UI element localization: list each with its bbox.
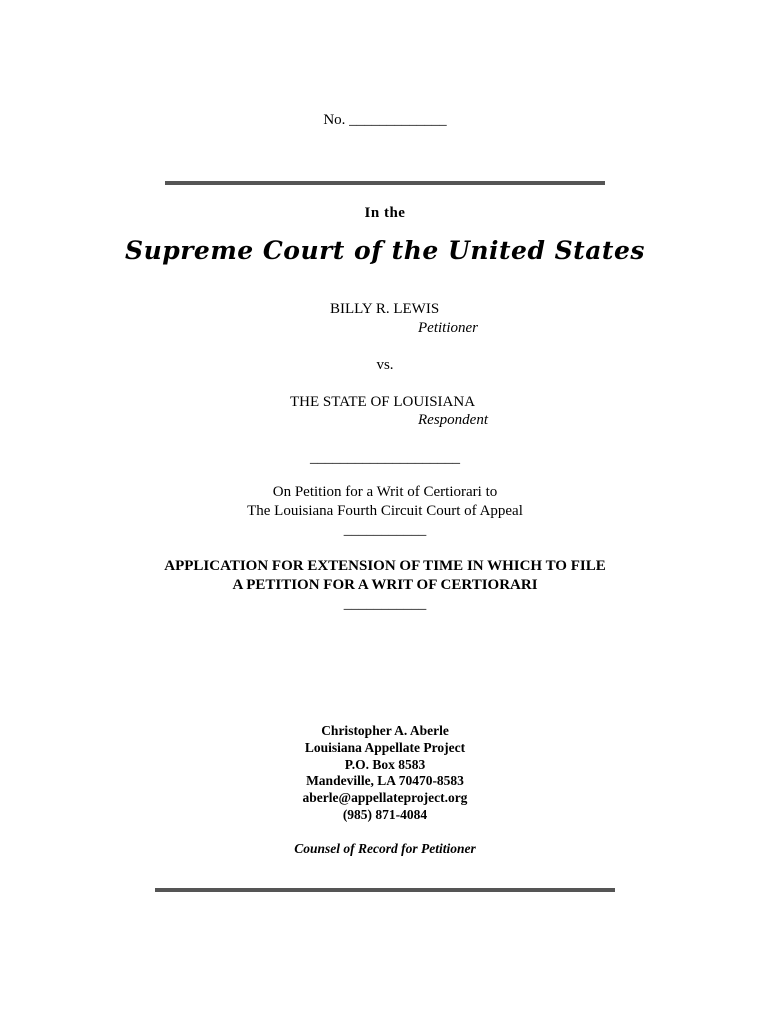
counsel-role: Counsel of Record for Petitioner	[294, 841, 476, 856]
versus-text: vs.	[376, 357, 394, 373]
respondent-name: THE STATE OF LOUISIANA	[290, 394, 476, 410]
application-title-line-2: A PETITION FOR A WRIT OF CERTIORARI	[232, 577, 538, 593]
court-name: Supreme Court of the United States	[125, 236, 645, 265]
top-rule	[165, 181, 605, 185]
separator-line-long: ____________________	[310, 450, 460, 466]
counsel-po-box: P.O. Box 8583	[344, 757, 426, 772]
counsel-email: aberle@appellateproject.org	[302, 790, 468, 805]
separator-line-short-1: ___________	[343, 522, 427, 538]
counsel-name: Christopher A. Aberle	[321, 723, 449, 738]
petition-line-1: On Petition for a Writ of Certiorari to	[272, 484, 498, 500]
docket-number: No. _____________	[323, 112, 447, 128]
counsel-city-state-zip: Mandeville, LA 70470-8583	[306, 773, 464, 788]
bottom-rule	[155, 888, 615, 892]
in-the-heading: In the	[364, 205, 406, 221]
counsel-organization: Louisiana Appellate Project	[304, 740, 466, 755]
application-title-line-1: APPLICATION FOR EXTENSION OF TIME IN WHICH TO FILE	[164, 558, 606, 574]
petitioner-role: Petitioner	[418, 320, 478, 336]
petition-line-2: The Louisiana Fourth Circuit Court of Appeal	[247, 503, 523, 519]
counsel-phone: (985) 871-4084	[342, 807, 428, 822]
separator-line-short-2: ___________	[343, 596, 427, 612]
respondent-role: Respondent	[418, 412, 488, 428]
petitioner-name: BILLY R. LEWIS	[330, 301, 440, 317]
